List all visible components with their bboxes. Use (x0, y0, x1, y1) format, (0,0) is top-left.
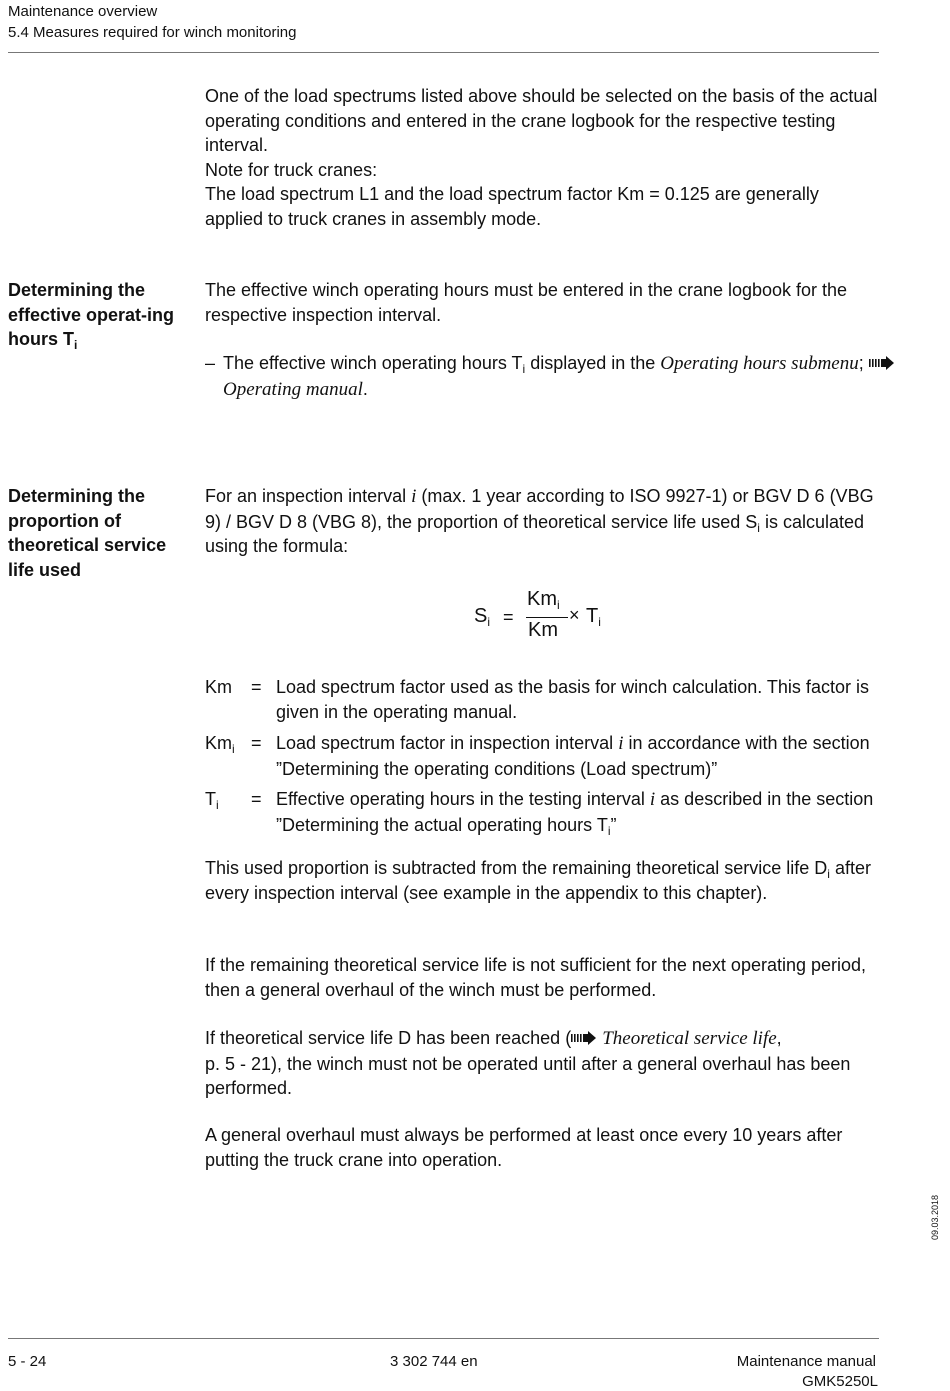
service-life-intro: For an inspection interval i (max. 1 year according to ISO 9927-1) or BGV D 6 (VBG 9) / BGV D 8 (VBG 8), the proportion of theoretical service life used $S_i$ is calculated using the formula: (205, 486, 874, 556)
note-label: Note for truck cranes: (205, 159, 378, 180)
life-reached-paragraph: If theoretical service life D has been reached ( Theoretical service life, p. 5 - 21), the winch must not be operated until after a general overhaul has been performed. (205, 1028, 851, 1098)
reference-arrow-icon (571, 1031, 597, 1045)
link-theoretical-service-life[interactable]: Theoretical service life (602, 1028, 777, 1049)
definition-ti: $T_i$ = Effective operating hours in the testing interval i as described in the section ”Determining the actual operating hours $T_i$” (205, 789, 874, 838)
note-text: The load spectrum L1 and the load spectrum factor Km = 0.125 are generally applied to truck cranes in assembly mode. (205, 184, 819, 229)
footer-rule (8, 1338, 879, 1339)
print-date: 09.03.2018 (930, 1194, 940, 1240)
link-operating-hours-submenu[interactable]: Operating hours submenu (660, 353, 859, 374)
page-number: 5 - 24 (8, 1353, 47, 1370)
operating-hours-paragraph: The effective winch operating hours must be entered in the crane logbook for the respective inspection interval. (205, 280, 848, 325)
section-heading-operating-hours: Determining the effective operat-ing hours $T_i$ (8, 280, 175, 352)
manual-title: Maintenance manual (736, 1353, 876, 1370)
header-rule (8, 52, 879, 53)
link-operating-manual[interactable]: Operating manual (223, 378, 363, 400)
document-number: 3 302 744 en (390, 1353, 478, 1370)
overhaul-paragraph: A general overhaul must always be performed at least once every 10 years after putting the truck crane into operation. (205, 1125, 843, 1170)
operating-hours-bullet: – The effective winch operating hours $T_i$ displayed in the Operating hours submenu; Operating manual. (205, 351, 898, 402)
intro-paragraph: One of the load spectrums listed above should be selected on the basis of the actual operating conditions and entered in the crane logbook for the respective testing interval. (205, 86, 878, 155)
section-operating-hours (205, 278, 880, 327)
remaining-life-paragraph: If the remaining theoretical service life is not sufficient for the next operating period, then a general overhaul of the winch must be performed. (205, 955, 867, 1000)
header-chapter: Maintenance overview (8, 3, 158, 20)
reference-arrow-icon (869, 356, 895, 370)
section-heading-service-life: Determining the proportion of theoretical service life used (8, 486, 167, 580)
crane-model: GMK5250L (802, 1373, 878, 1390)
definition-kmi: $Km_i$ = Load spectrum factor in inspection interval i in accordance with the section ”Determining the operating conditions (Load spectrum)” (205, 733, 870, 779)
definition-km: Km = Load spectrum factor used as the basis for winch calculation. This factor is given in the operating manual. (205, 677, 869, 722)
used-proportion-paragraph: This used proportion is subtracted from the remaining theoretical service life $D_i$ after every inspection interval (see example in the appendix to this chapter). (205, 858, 871, 903)
bullet-dash: – (205, 353, 216, 373)
service-life-formula: $S_i$ = $Km_i$ Km × $T_i$ (474, 588, 601, 641)
intro-block (205, 84, 880, 231)
header-section: 5.4 Measures required for winch monitoring (8, 24, 297, 41)
